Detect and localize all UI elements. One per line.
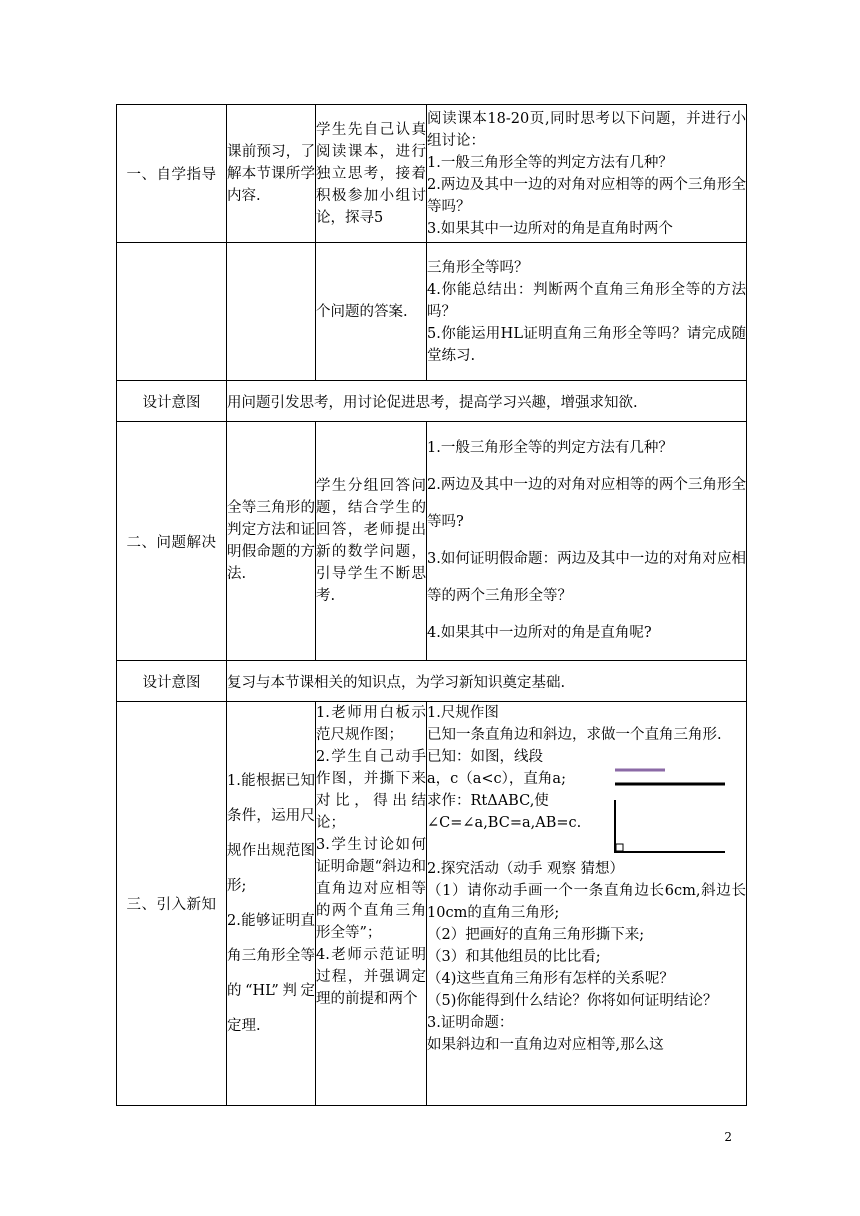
activity-cell: 学生分组回答问题，结合学生的回答，老师提出新的数学问题，引导学生不断思考. [316, 422, 427, 661]
content-line: 5.你能运用HL证明直角三角形全等吗？请完成随堂练习. [427, 325, 746, 364]
content-line: （3）和其他组员的比比看; [427, 949, 601, 965]
right-angle-mark [616, 844, 623, 851]
goal-cell: 课前预习，了解本节课所学内容. [227, 105, 316, 243]
lesson-plan-table [116, 104, 747, 1106]
goal-cell-empty [227, 243, 316, 381]
content-line: 已知一条直角边和斜边，求做一个直角三角形. [427, 727, 722, 743]
table-row [117, 381, 747, 422]
activity-line: 4.老师示范证明过程，并强调定理的前提和两个 [316, 947, 426, 1007]
table-row [117, 243, 747, 381]
design-intent-text: 用问题引发思考，用讨论促进思考，提高学习兴趣，增强求知欲. [227, 381, 747, 422]
content-line: 4.如果其中一边所对的角是直角呢? [427, 625, 652, 641]
content-line: 2.两边及其中一边的对角对应相等的两个三角形全等吗？ [427, 176, 746, 215]
content-line: 阅读课本18-20页,同时思考以下问题，并进行小组讨论： [427, 110, 746, 149]
content-line: a，c（a<c），直角a; [427, 771, 566, 787]
content-line: 4.你能总结出：判断两个直角三角形全等的方法吗？ [427, 281, 746, 320]
goal-line: 1.能根据已知条件，运用尺规作出规范图形; [227, 772, 315, 894]
content-line: 1.一般三角形全等的判定方法有几种？ [427, 440, 673, 456]
stage-cell: 二、问题解决 [117, 422, 227, 661]
content-line: （5)你能得到什么结论？你将如何证明结论？ [427, 993, 718, 1009]
content-line: 3.证明命题： [427, 1015, 514, 1031]
activity-line: 1.老师用白板示范尺规作图； [316, 705, 426, 743]
content-cell [427, 105, 747, 243]
content-line: （1）请你动手画一个一条直角边长6cm,斜边长10cm的直角三角形; [427, 883, 746, 921]
goal-line: 2.能够证明直角三角形全等的“HL”判定定理. [227, 912, 315, 1034]
activity-cell: 学生先自己认真阅读课本，进行独立思考，接着积极参加小组讨论，探寻5 [316, 105, 427, 243]
design-intent-label: 设计意图 [117, 381, 227, 422]
goal-cell [227, 702, 316, 1106]
content-line: 1.一般三角形全等的判定方法有几种？ [427, 154, 673, 171]
page-number: 2 [724, 1130, 732, 1144]
stage-cell: 一、自学指导 [117, 105, 227, 243]
content-line: 1.尺规作图 [427, 705, 499, 721]
activity-line: 2.学生自己动手作图，并撕下来对比，得出结论； [316, 749, 426, 831]
right-angle-a [615, 800, 725, 852]
activity-cell: 个问题的答案. [316, 243, 427, 381]
table-row [117, 702, 747, 1106]
stage-cell-empty [117, 243, 227, 381]
content-cell [427, 702, 747, 1106]
content-line: ∠C=∠a,BC=a,AB=c. [427, 815, 582, 831]
table-row [117, 105, 747, 243]
activity-cell [316, 702, 427, 1106]
design-intent-label: 设计意图 [117, 661, 227, 702]
segments-figure [612, 764, 732, 854]
content-line: 2.两边及其中一边的对角对应相等的两个三角形全等吗? [427, 477, 746, 530]
content-line: 三角形全等吗？ [427, 259, 529, 276]
activity-line: 3.学生讨论如何证明命题“斜边和直角边对应相等的两个直角三角形全等”； [316, 837, 426, 941]
design-intent-text: 复习与本节课相关的知识点，为学习新知识奠定基础. [227, 661, 747, 702]
content-cell [427, 422, 747, 661]
content-line: 求作：RtΔABC,使 [427, 793, 549, 809]
goal-cell: 全等三角形的判定方法和证明假命题的方法. [227, 422, 316, 661]
content-cell [427, 243, 747, 381]
content-line: 已知：如图，线段 [427, 749, 543, 765]
content-line: 3.如何证明假命题：两边及其中一边的对角对应相等的两个三角形全等？ [427, 551, 746, 604]
table-row [117, 661, 747, 702]
content-line: （2）把画好的直角三角形撕下来; [427, 927, 645, 943]
content-line: 2.探究活动（动手 观察 猜想） [427, 861, 625, 877]
table-row [117, 422, 747, 661]
content-line: 如果斜边和一直角边对应相等,那么这 [427, 1037, 664, 1053]
content-line: （4)这些直角三角形有怎样的关系呢？ [427, 971, 674, 987]
content-line: 3.如果其中一边所对的角是直角时两个 [427, 220, 673, 237]
stage-cell: 三、引入新知 [117, 702, 227, 1106]
